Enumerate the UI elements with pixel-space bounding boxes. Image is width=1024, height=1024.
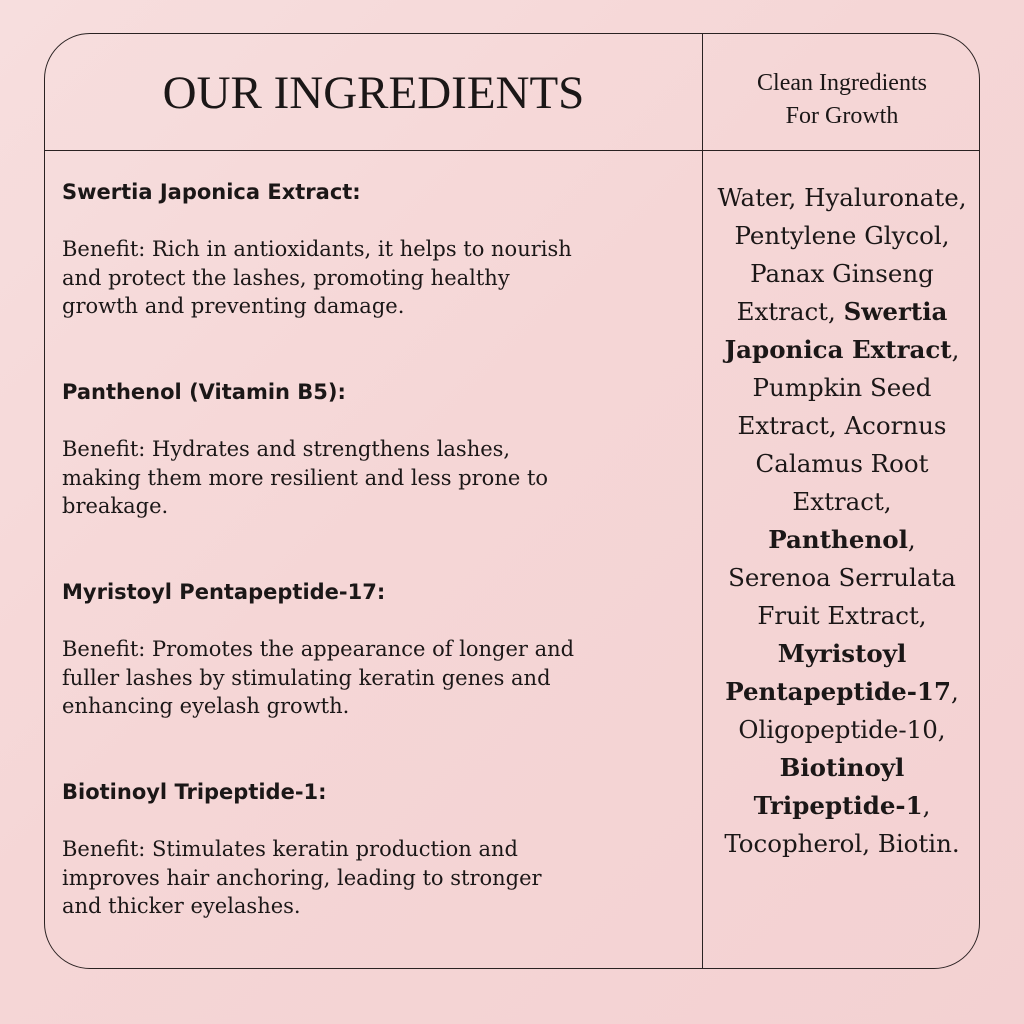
list-text: Water, Hyaluronate, Pentylene Glycol, Panax Ginseng Extract, <box>717 183 967 326</box>
ingredient-name: Swertia Japonica Extract: <box>62 180 361 204</box>
list-highlight: Panthenol <box>768 525 908 554</box>
page-subtitle: Clean Ingredients For Growth <box>757 70 927 129</box>
page-title: OUR INGREDIENTS <box>162 67 585 119</box>
ingredient-benefit: Benefit: Promotes the appearance of longer and fuller lashes by stimulating keratin genes and enhancing eyelash growth. <box>62 637 575 718</box>
ingredient-benefits-list <box>62 179 682 969</box>
ingredient-name: Panthenol (Vitamin B5): <box>62 380 346 404</box>
ingredient-item <box>62 579 682 779</box>
ingredient-item <box>62 779 682 969</box>
ingredient-benefit: Benefit: Hydrates and strengthens lashes, making them more resilient and less prone to breakage. <box>62 437 549 518</box>
ingredient-item <box>62 379 682 579</box>
column-divider <box>702 34 703 968</box>
full-ingredient-list <box>717 179 967 863</box>
ingredient-name: Myristoyl Pentapeptide-17: <box>62 580 386 604</box>
list-highlight: Biotinoyl Tripeptide-1 <box>753 753 923 820</box>
list-text: , Tocopherol, Biotin. <box>724 791 960 858</box>
ingredient-benefit: Benefit: Rich in antioxidants, it helps to nourish and protect the lashes, promoting healthy growth and preventing damage. <box>62 237 572 318</box>
header-divider <box>45 150 979 151</box>
list-highlight: Swertia Japonica Extract <box>724 297 952 364</box>
ingredient-name: Biotinoyl Tripeptide-1: <box>62 780 327 804</box>
list-text: , Pumpkin Seed Extract, Acornus Calamus Root Extract, <box>737 335 960 516</box>
list-text: , Serenoa Serrulata Fruit Extract, <box>728 525 956 630</box>
ingredient-item <box>62 179 682 379</box>
ingredient-benefit: Benefit: Stimulates keratin production and improves hair anchoring, leading to stronger and thicker eyelashes. <box>62 837 542 918</box>
list-text: , Oligopeptide-10, <box>738 677 959 744</box>
ingredients-card <box>44 33 980 969</box>
list-highlight: Myristoyl Pentapeptide-17 <box>725 639 951 706</box>
